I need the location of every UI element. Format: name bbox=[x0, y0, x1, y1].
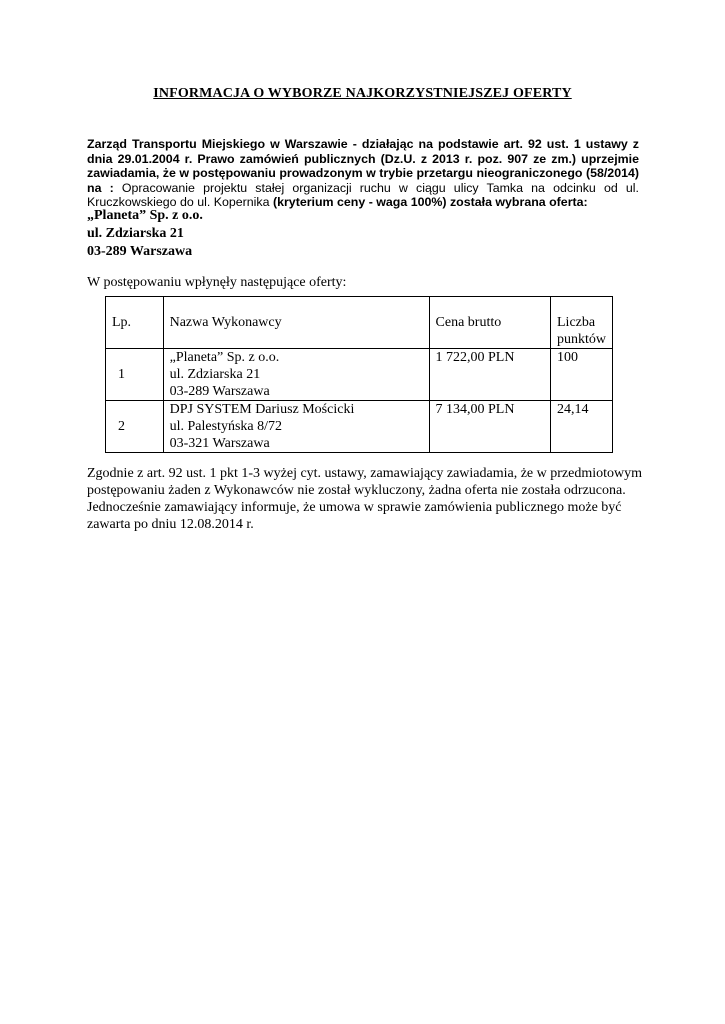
offers-lead: W postępowaniu wpłynęły następujące oferty: bbox=[87, 275, 347, 290]
cell-lp: 2 bbox=[106, 401, 164, 453]
intro-paragraph bbox=[87, 137, 639, 210]
cell-contractor bbox=[163, 401, 429, 453]
closing-text bbox=[87, 465, 647, 533]
exclusion-paragraph: Zgodnie z art. 92 ust. 1 pkt 1-3 wyżej cyt. ustawy, zamawiający zawiadamia, że w przedmiotowym postępowaniu żaden z Wykonawców nie został wykluczony, żadna oferta nie została odrzucona. bbox=[87, 466, 643, 498]
offers-table bbox=[105, 296, 613, 453]
table-row bbox=[106, 349, 613, 401]
winner-name: „Planeta” Sp. z o.o. bbox=[87, 208, 203, 223]
criterion-text: (kryterium ceny - waga 100%) została wybrana oferta: bbox=[272, 195, 588, 210]
cell-contractor bbox=[163, 349, 429, 401]
header-price: Cena brutto bbox=[429, 297, 550, 349]
cell-points: 24,14 bbox=[551, 401, 613, 453]
cell-price: 1 722,00 PLN bbox=[429, 349, 550, 401]
winner-street: ul. Zdziarska 21 bbox=[87, 226, 184, 241]
contractor-street: ul. Palestyńska 8/72 bbox=[169, 419, 282, 434]
winner-block bbox=[87, 207, 203, 261]
contract-date-paragraph: Jednocześnie zamawiający informuje, że umowa w sprawie zamówienia publicznego może być zawarta po dniu 12.08.2014 r. bbox=[87, 500, 622, 532]
cell-points: 100 bbox=[551, 349, 613, 401]
document-title: INFORMACJA O WYBORZE NAJKORZYSTNIEJSZEJ OFERTY bbox=[153, 86, 572, 101]
cell-lp: 1 bbox=[106, 349, 164, 401]
cell-price: 7 134,00 PLN bbox=[429, 401, 550, 453]
winner-city: 03-289 Warszawa bbox=[87, 244, 193, 259]
header-points: Liczba punktów bbox=[551, 297, 613, 349]
table-header-row bbox=[106, 297, 613, 349]
contractor-street: ul. Zdziarska 21 bbox=[169, 367, 261, 382]
contractor-city: 03-321 Warszawa bbox=[169, 436, 270, 451]
contractor-name: DPJ SYSTEM Dariusz Mościcki bbox=[169, 402, 355, 417]
contractor-city: 03-289 Warszawa bbox=[169, 384, 270, 399]
subject-text: Opracowanie projektu stałej organizacji ruchu w ciągu ulicy Tamka na odcinku od ul. Kruczkowskiego do ul. Kopernika bbox=[87, 180, 639, 210]
table-row bbox=[106, 401, 613, 453]
contractor-name: „Planeta” Sp. z o.o. bbox=[169, 350, 280, 365]
header-contractor: Nazwa Wykonawcy bbox=[163, 297, 429, 349]
intro-bold-text: Zarząd Transportu Miejskiego w Warszawie - działając na podstawie art. 92 ust. 1 ustawy z dnia 29.01.2004 r. Prawo zamówień publicznych (Dz.U. z 2013 r. poz. 907 ze zm.) uprzejmie zawiadamia, że w postępowaniu prowadzonym w trybie przetargu nieograniczonego (58/2014) na : bbox=[87, 137, 639, 195]
header-lp: Lp. bbox=[106, 297, 164, 349]
